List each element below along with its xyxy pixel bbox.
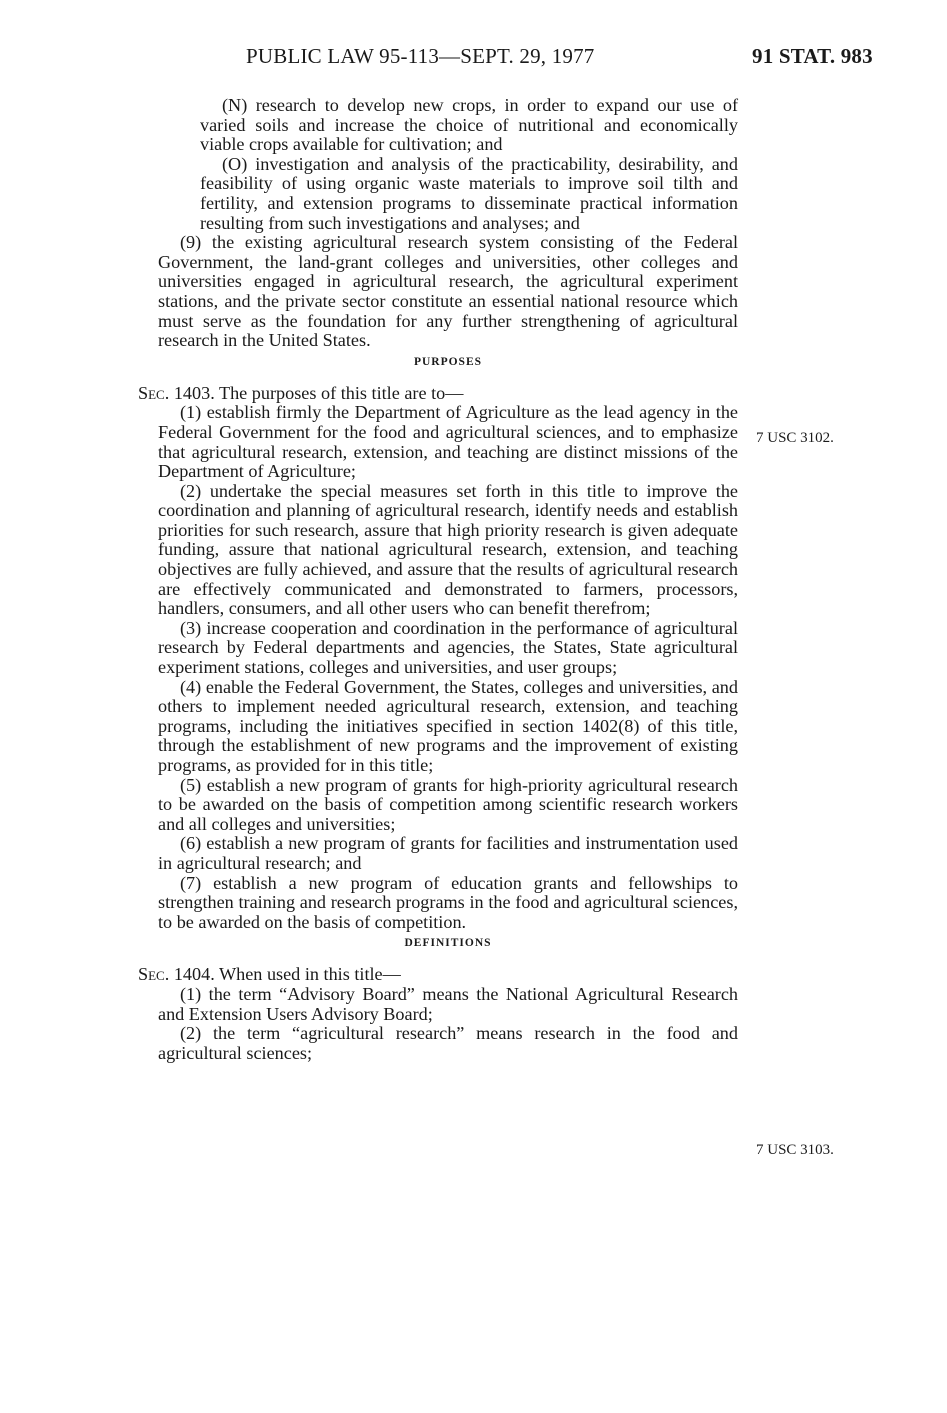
definition-item-2: (2) the term “agricultural research” means research in the food and agricultural sciences; <box>158 1023 738 1063</box>
header-stat-page: 91 STAT. 983 <box>752 44 873 68</box>
paragraph-9: (9) the existing agricultural research system consisting of the Federal Government, the land-grant colleges and universities, other colleges and universities engaged in agricultural research, the agricultural experiment stations, and the private sector constitute an essential national resource which must serve as the foundation for any further strengthening of agricultural research in the United States. <box>158 232 738 351</box>
purpose-item-7: (7) establish a new program of education grants and fellowships to strengthen training and research programs in the food and agricultural sciences, to be awarded on the basis of competition. <box>158 872 738 932</box>
section-1403-intro <box>138 384 738 404</box>
purpose-item-5: (5) establish a new program of grants for high-priority agricultural research to be awarded on the basis of competition among scientific research workers and all colleges and universities; <box>158 774 738 834</box>
heading-purposes: PURPOSES <box>413 355 483 368</box>
margin-note-usc-3102: 7 USC 3102. <box>756 430 834 446</box>
section-label: Sec. <box>138 964 170 985</box>
header-title: PUBLIC LAW 95-113—SEPT. 29, 1977 <box>246 44 595 68</box>
paragraph-n: (N) research to develop new crops, in order to expand our use of varied soils and increase the choice of nutritional and economically viable crops available for cultivation; and <box>200 95 738 155</box>
section-1403-text: 1403. The purposes of this title are to— <box>169 382 464 403</box>
margin-note-usc-3103: 7 USC 3103. <box>756 1142 834 1158</box>
heading-definitions: DEFINITIONS <box>404 937 492 950</box>
purpose-item-3: (3) increase cooperation and coordination in the performance of agricultural research by Federal departments and agencies, the States, State agricultural experiment stations, colleges and universities, and user groups; <box>158 617 738 678</box>
page-header <box>0 44 947 74</box>
purpose-item-1: (1) establish firmly the Department of Agriculture as the lead agency in the Federal Government for the food and agricultural sciences, and to emphasize that agricultural research, extension, and teaching are distinct missions of the Department of Agriculture; <box>158 402 738 482</box>
purpose-item-4: (4) enable the Federal Government, the States, colleges and universities, and others to implement needed agricultural research, extension, and teaching programs, including the initiatives specified in section 1402(8) of this title, through the establishment of new programs and the improvement of existing programs, as provided for in this title; <box>158 676 738 775</box>
section-1404-intro <box>138 965 738 985</box>
section-1404-text: 1404. When used in this title— <box>169 964 401 985</box>
definition-item-1: (1) the term “Advisory Board” means the National Agricultural Research and Extension Users Advisory Board; <box>158 983 738 1024</box>
section-label: Sec. <box>138 382 170 403</box>
paragraph-o: (O) investigation and analysis of the practicability, desirability, and feasibility of using organic waste materials to improve soil tilth and fertility, and extension programs to disseminate practical information resulting from such investigations and analyses; and <box>200 153 738 233</box>
purpose-item-6: (6) establish a new program of grants for facilities and instrumentation used in agricultural research; and <box>158 833 738 873</box>
purpose-item-2: (2) undertake the special measures set forth in this title to improve the coordination and planning of agricultural research, identify needs and establish priorities for such research, assure that high priority research is given adequate funding, assure that national agricultural research, extension, and teaching objectives are fully achieved, and assure that the results of agricultural research are effectively communicated and demonstrated to farmers, processors, handlers, consumers, and all other users who can benefit therefrom; <box>158 480 738 619</box>
body-text <box>138 95 738 1063</box>
